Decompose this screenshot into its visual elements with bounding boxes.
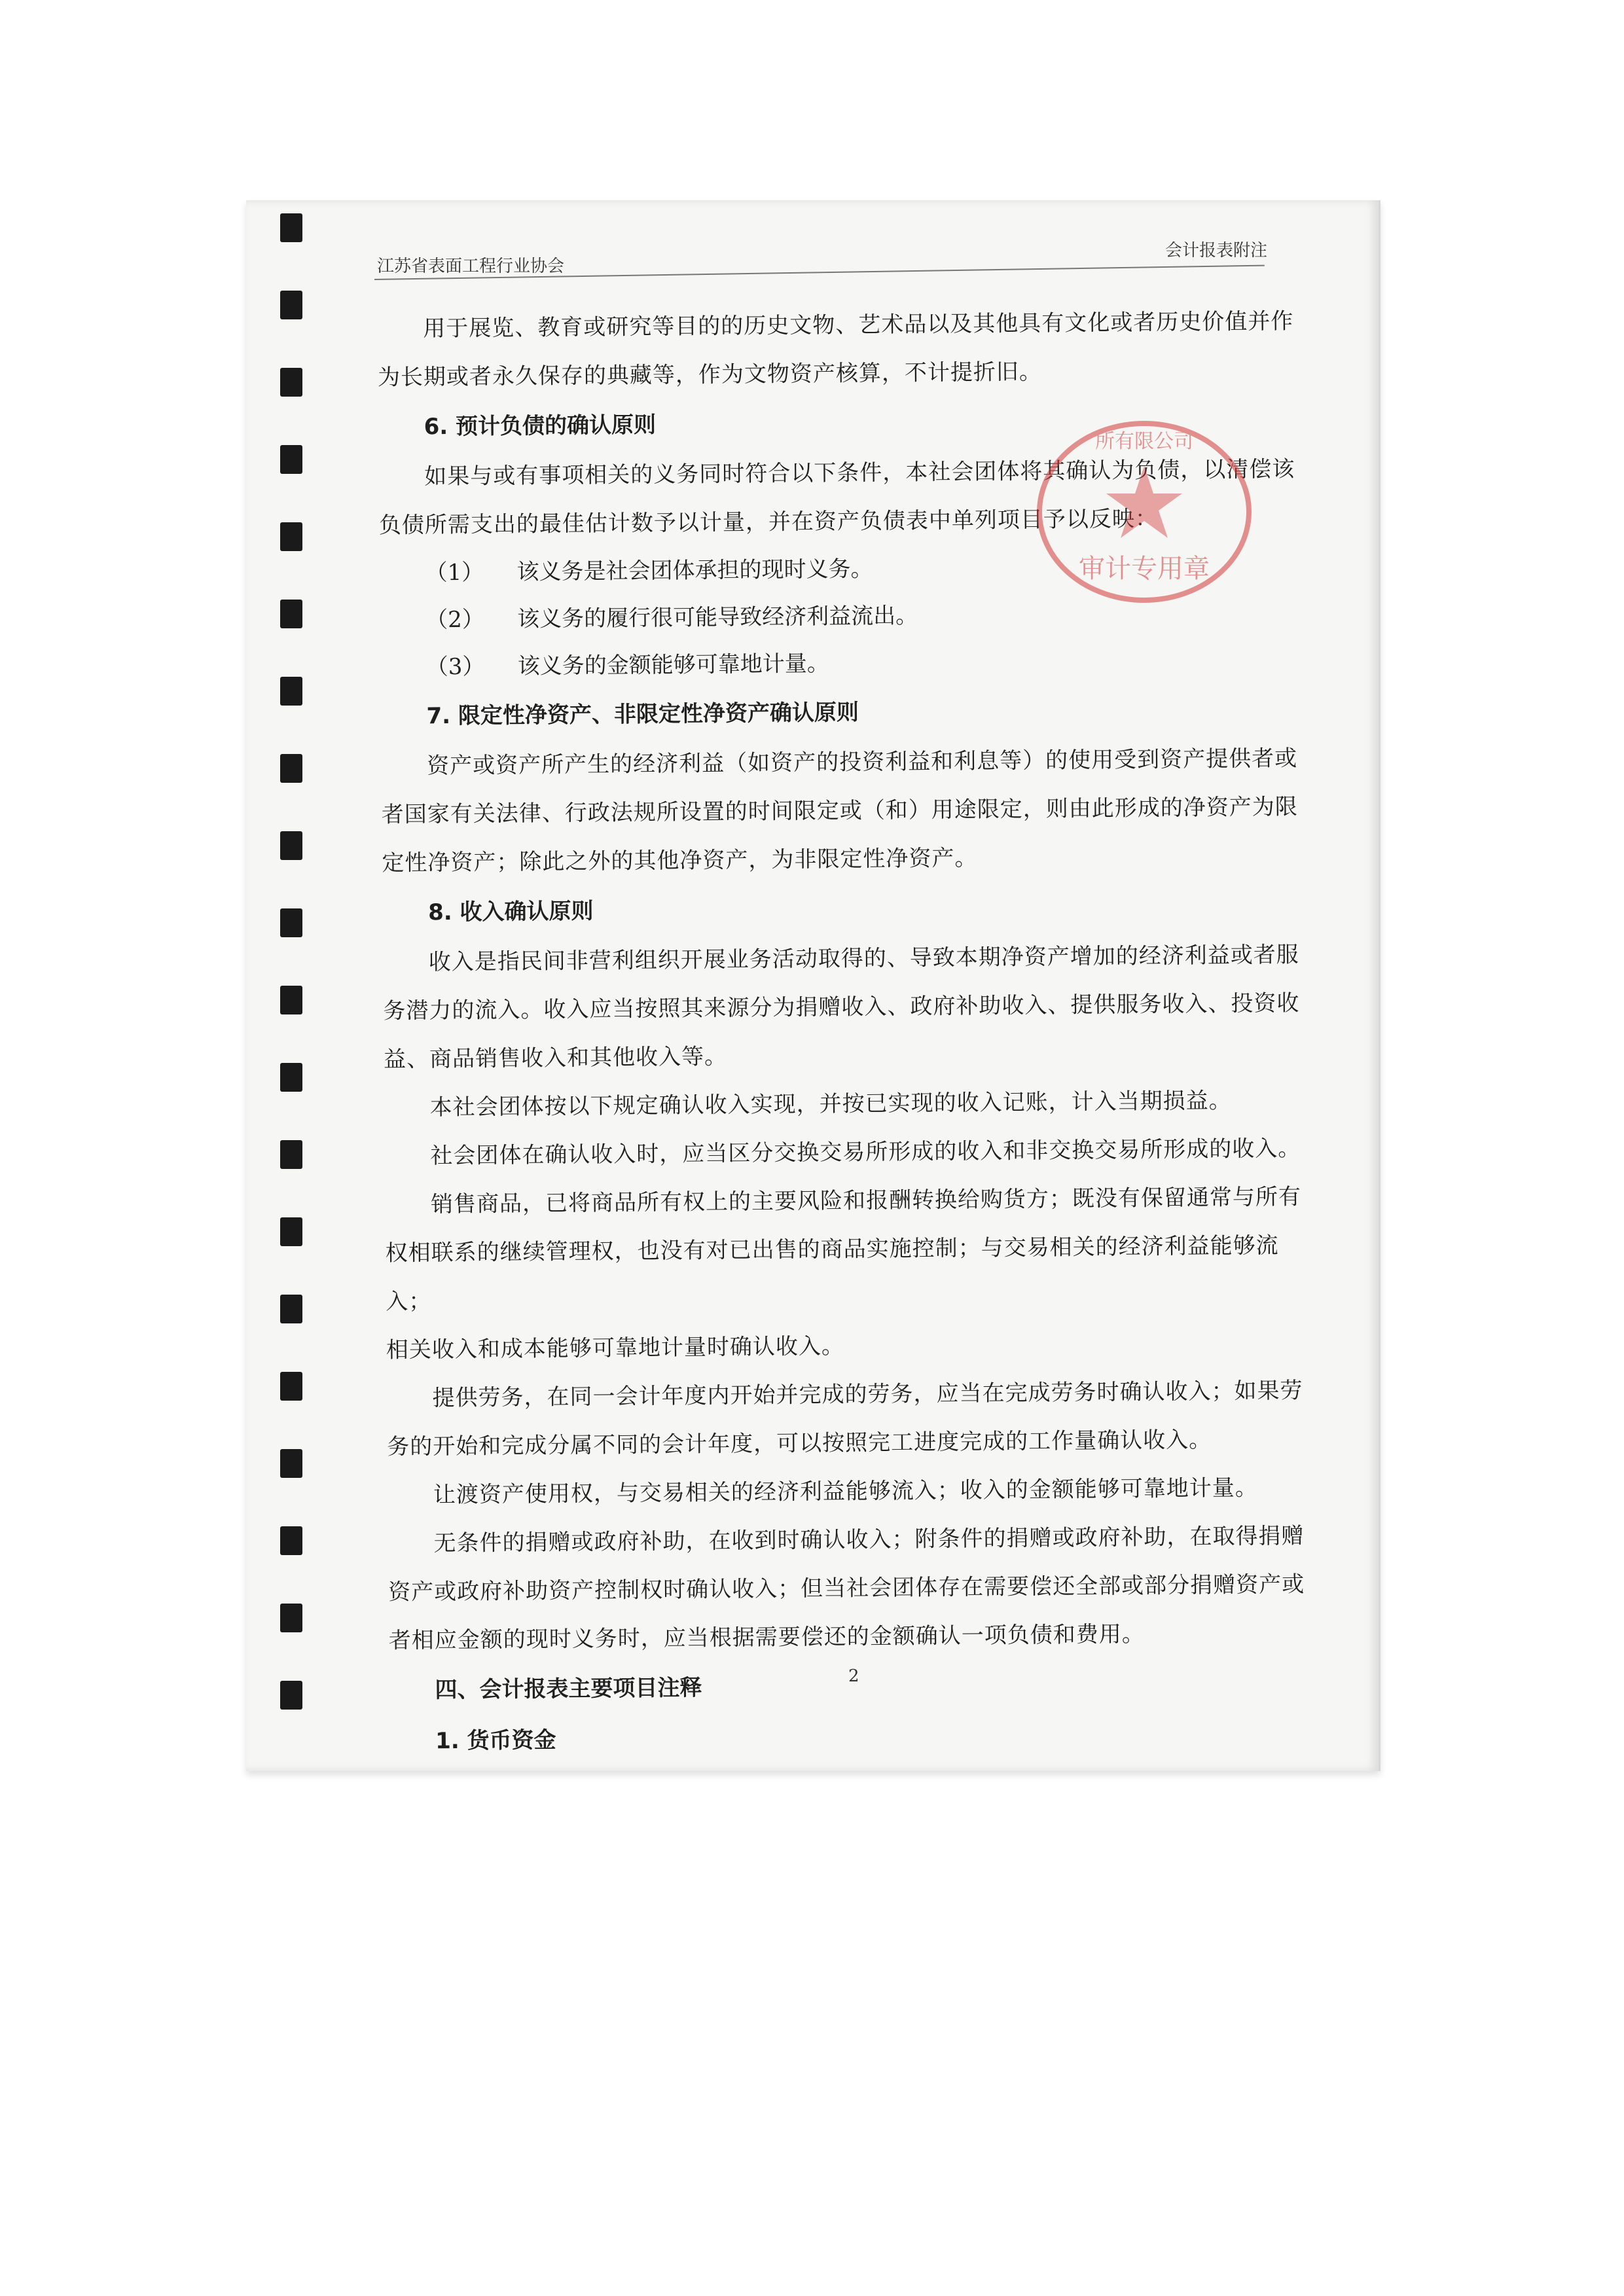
binding-hole: [280, 522, 302, 551]
scanned-page: [246, 200, 1380, 1771]
paragraph-line: 务潜力的流入。收入应当按照其来源分为捐赠收入、政府补助收入、提供服务收入、投资收: [383, 990, 1300, 1024]
paragraph-line: 如果与或有事项相关的义务同时符合以下条件，本社会团体将其确认为负债，以清偿该: [424, 456, 1295, 490]
paragraph-line: 权相联系的继续管理权，也没有对已出售的商品实施控制；与交易相关的经济利益能够流入；: [385, 1232, 1279, 1315]
svg-text:审计专用章: 审计专用章: [1079, 554, 1210, 584]
list-item-text: 该义务是社会团体承担的现时义务。: [516, 556, 873, 586]
paragraph-line: 相关收入和成本能够可靠地计量时确认收入。: [386, 1333, 845, 1363]
binding-hole: [280, 986, 302, 1014]
binding-hole: [280, 1449, 302, 1478]
binding-hole: [280, 677, 302, 706]
list-item-text: 该义务的金额能够可靠地计量。: [517, 650, 829, 680]
paragraph-line: 者国家有关法律、行政法规所设置的时间限定或（和）用途限定，则由此形成的净资产为限: [381, 793, 1298, 828]
header-organization: 江苏省表面工程行业协会: [377, 257, 565, 276]
list-item-number: （2）: [425, 606, 485, 634]
binding-hole: [280, 754, 302, 783]
binding-hole: [280, 291, 302, 319]
binding-hole: [280, 1217, 302, 1246]
binding-hole: [280, 1372, 302, 1401]
subsection-heading-cash: 1. 货币资金: [435, 1727, 556, 1755]
page-number: 2: [848, 1666, 859, 1686]
binding-hole: [280, 600, 302, 628]
paragraph-line: 让渡资产使用权，与交易相关的经济利益能够流入；收入的金额能够可靠地计量。: [433, 1475, 1258, 1509]
list-item: [380, 636, 1304, 691]
binding-hole: [280, 445, 302, 474]
binding-hole: [280, 1140, 302, 1169]
paragraph-line: 益、商品销售收入和其他收入等。: [383, 1043, 728, 1073]
paragraph-line: 提供劳务，在同一会计年度内开始并完成的劳务，应当在完成劳务时确认收入；如果劳: [432, 1377, 1303, 1412]
paragraph-line: 为长期或者永久保存的典藏等，作为文物资产核算，不计提折旧。: [377, 359, 1043, 391]
paragraph-line: 社会团体在确认收入时，应当区分交换交易所形成的收入和非交换交易所形成的收入。: [430, 1135, 1301, 1170]
paragraph-line: 资产或政府补助资产控制权时确认收入；但当社会团体存在需要偿还全部或部分捐赠资产或: [388, 1571, 1305, 1605]
binding-hole: [280, 368, 302, 397]
paragraph-line: 无条件的捐赠或政府补助，在收到时确认收入；附条件的捐赠或政府补助，在取得捐赠: [433, 1522, 1305, 1557]
svg-text:所有限公司: 所有限公司: [1095, 430, 1193, 453]
binding-hole: [280, 1063, 302, 1092]
paragraph-line: 定性净资产；除此之外的其他净资产，为非限定性净资产。: [382, 845, 978, 876]
list-item-number: （3）: [425, 653, 485, 681]
paragraph-line: 用于展览、教育或研究等目的的历史文物、艺术品以及其他具有文化或者历史价值并作: [423, 308, 1294, 342]
binding-hole: [280, 213, 302, 242]
list-item-text: 该义务的履行很可能导致经济利益流出。: [517, 602, 918, 633]
paragraph-line: 者相应金额的现时义务时，应当根据需要偿还的金额确认一项负债和费用。: [388, 1621, 1145, 1654]
paragraph-line: 务的开始和完成分属不同的会计年度，可以按照完工进度完成的工作量确认收入。: [387, 1426, 1212, 1460]
section-heading-8: 8. 收入确认原则: [427, 898, 594, 926]
header-title: 会计报表附注: [1164, 241, 1267, 260]
paragraph-line: 本社会团体按以下规定确认收入实现，并按已实现的收入记账，计入当期损益。: [429, 1087, 1232, 1121]
paragraph-line: 收入是指民间非营利组织开展业务活动取得的、导致本期净资产增加的经济利益或者服: [428, 941, 1299, 976]
paragraph-line: 销售商品，已将商品所有权上的主要风险和报酬转换给购货方；既没有保留通常与所有: [430, 1183, 1302, 1218]
paragraph-line: 负债所需支出的最佳估计数予以计量，并在资产负债表中单列项目予以反映：: [378, 505, 1159, 539]
paragraph-line: 资产或资产所产生的经济利益（如资产的投资利益和利息等）的使用受到资产提供者或: [426, 745, 1298, 780]
binding-hole: [280, 1681, 302, 1710]
audit-seal-stamp: [1033, 414, 1255, 610]
binding-hole: [280, 908, 302, 937]
comb-binding: [280, 213, 304, 1758]
section-heading-7: 7. 限定性净资产、非限定性净资产确认原则: [426, 699, 859, 730]
binding-hole: [280, 1604, 302, 1632]
binding-hole: [280, 1526, 302, 1555]
binding-hole: [280, 831, 302, 860]
binding-hole: [280, 1295, 302, 1323]
section-heading-6: 6. 预计负债的确认原则: [424, 412, 657, 440]
list-item-number: （1）: [425, 559, 484, 586]
section-heading-notes: 四、会计报表主要项目注释: [435, 1674, 702, 1704]
